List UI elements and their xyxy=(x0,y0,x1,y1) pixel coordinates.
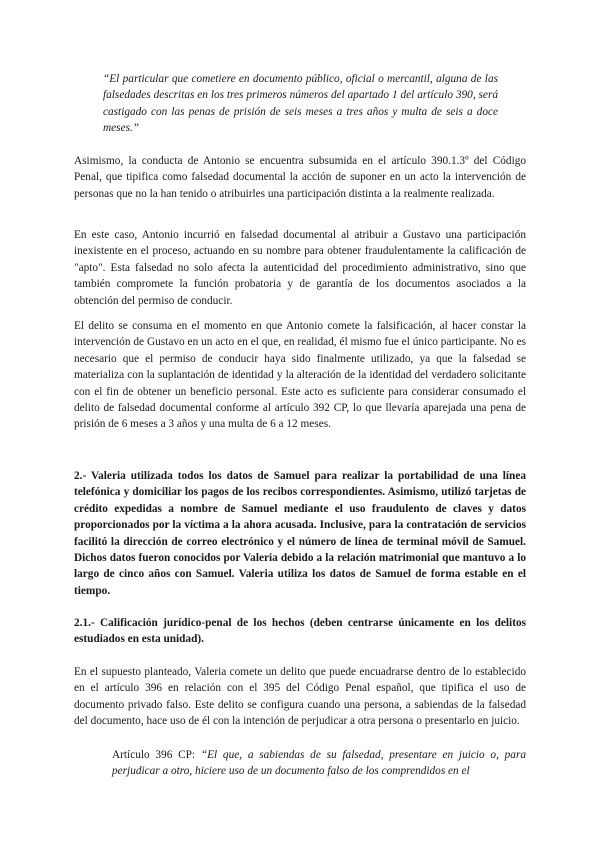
article-396-label: Artículo 396 CP: xyxy=(112,749,201,761)
section-2-1-heading: 2.1.- Calificación jurídico-penal de los hechos (deben centrarse únicamente en los delitos estudiados en esta unidad). xyxy=(74,617,526,646)
paragraph-article-390: Asimismo, la conducta de Antonio se encuentra subsumida en el artículo 390.1.3º del Código Penal, que tipifica como falsedad documental la acción de suponer en un acto la intervención de personas que no la han tenido o atribuirles una participación distinta a la realmente realizada. xyxy=(74,155,526,200)
paragraph-consumacion: El delito se consuma en el momento en que Antonio comete la falsificación, al hacer constar la intervención de Gustavo en un acto en el que, en realidad, él mismo fue el único participante. No es necesario que el permiso de conducir haya sido finalmente utilizado, ya que la falsedad se materializa con la suplantación de identidad y la alteración de la identidad del verdadero solicitante con el fin de obtener un beneficio personal. Este acto es suficiente para considerar consumado el delito de falsedad documental conforme al artículo 392 CP, lo que llevaría aparejada una pena de prisión de 6 meses a 3 años y una multa de 6 a 12 meses. xyxy=(74,320,526,431)
paragraph-antonio-falsedad: En este caso, Antonio incurrió en falsedad documental al atribuir a Gustavo una participación inexistente en el proceso, actuando en su nombre para obtener fraudulentamente la calificación de "apto". Esta falsedad no solo afecta la autenticidad del procedimiento administrativo, sino que también compromete la función probatoria y de garantía de los documentos asociados a la obtención del permiso de conducir. xyxy=(74,229,526,307)
article-396-text: “El que, a sabiendas de su falsedad, presentare en juicio o, para perjudicar a otro, hiciere uso de un documento falso de los comprendidos en el xyxy=(112,749,526,778)
paragraph-valeria-delito: En el supuesto planteado, Valeria comete un delito que puede encuadrarse dentro de lo establecido en el artículo 396 en relación con el 395 del Código Penal español, que tipifica el uso de documento privado falso. Este delito se configura cuando una persona, a sabiendas de la falsedad del documento, hace uso de él con la intención de perjudicar a otra persona o presentarlo en juicio. xyxy=(74,666,526,728)
section-2-heading: 2.- Valeria utilizada todos los datos de Samuel para realizar la portabilidad de una línea telefónica y domiciliar los pagos de los recibos correspondientes. Asimismo, utilizó tarjetas de crédito expedidas a nombre de Samuel mediante el uso fraudulento de claves y datos proporcionados por la víctima a la ahora acusada. Inclusive, para la contratación de servicios facilitó la dirección de correo electrónico y el número de línea de terminal móvil de Samuel. Dichos datos fueron conocidos por Valeria debido a la relación matrimonial que mantuvo a lo largo de cinco años con Samuel. Valeria utiliza los datos de Samuel de forma estable en el tiempo. xyxy=(74,470,526,597)
quote-article-392: “El particular que cometiere en documento público, oficial o mercantil, alguna de las falsedades descritas en los tres primeros números del apartado 1 del artículo 390, será castigado con las penas de prisión de seis meses a tres años y multa de seis a doce meses.” xyxy=(103,73,498,135)
quote-article-396 xyxy=(112,747,526,780)
